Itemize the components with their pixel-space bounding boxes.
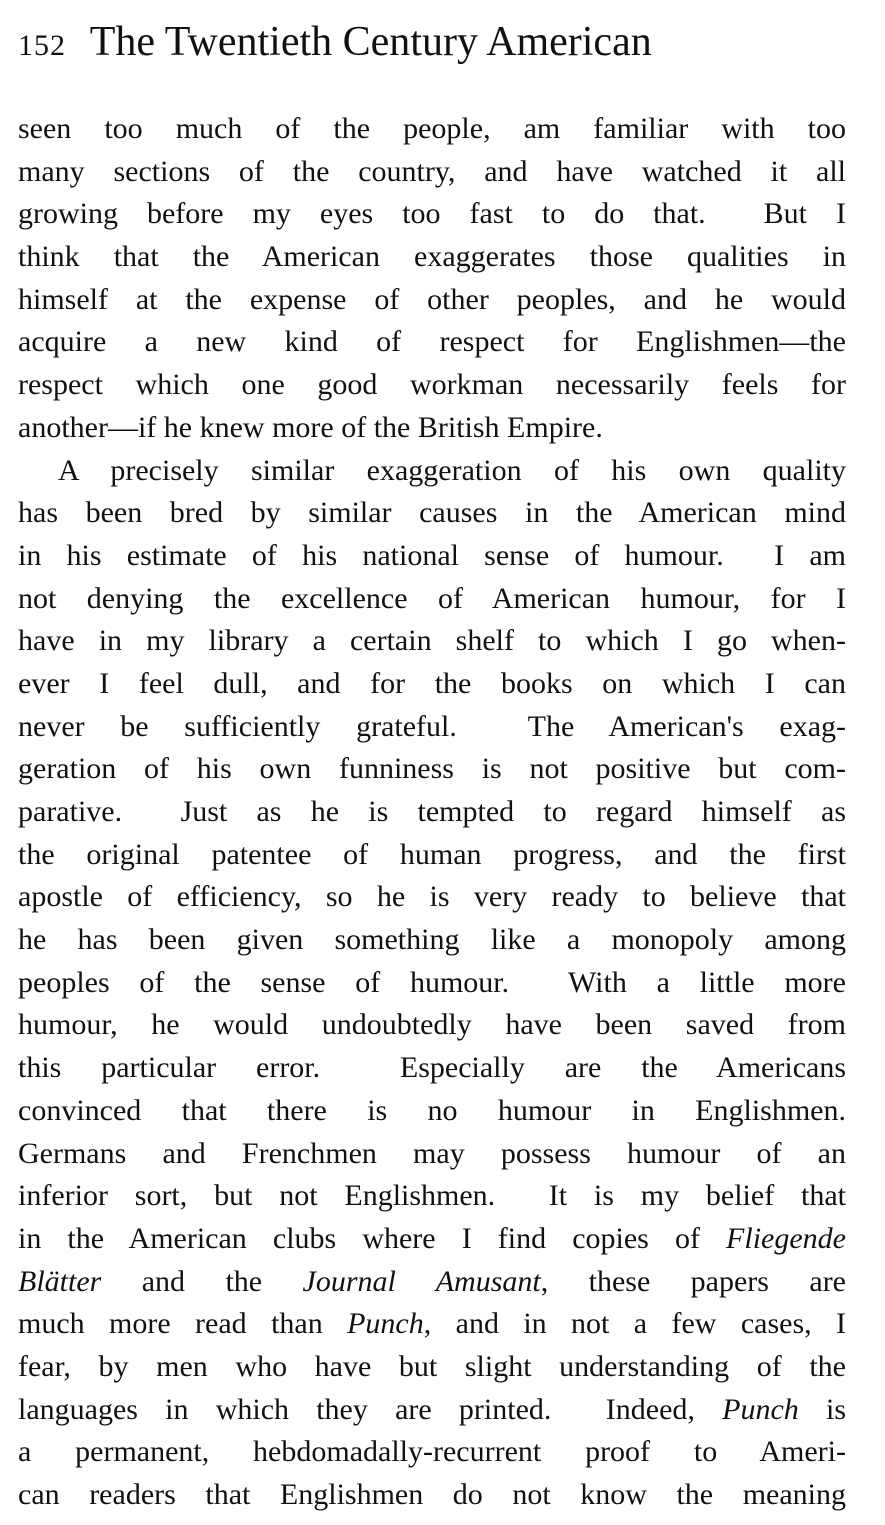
text-line [18, 492, 846, 535]
page-number: 152 [18, 29, 66, 62]
text-line [18, 279, 846, 322]
text-segment: Germans and Frenchmen may possess humour of an [18, 1136, 846, 1170]
text-segment: growing before my eyes too fast to do that. But I [18, 197, 846, 231]
text-segment: , these papers are [540, 1264, 846, 1298]
text-line [18, 1431, 846, 1474]
text-line [18, 193, 846, 236]
italic-title: Fliegende [726, 1221, 846, 1255]
text-line [18, 748, 846, 791]
text-segment: seen too much of the people, am familiar with too [18, 112, 846, 145]
text-segment: a permanent, hebdomadally-recurrent proof to Ameri- [18, 1435, 846, 1469]
text-segment: respect which one good workman necessarily feels for [18, 368, 846, 402]
text-line [18, 1218, 846, 1261]
text-segment: humour, he would undoubtedly have been saved from [18, 1008, 846, 1042]
text-segment: languages in which they are printed. Indeed, [18, 1392, 723, 1426]
running-head [18, 14, 858, 70]
text-segment: apostle of efficiency, so he is very ready to believe that [18, 880, 846, 914]
text-segment: is [798, 1392, 846, 1426]
text-line [18, 1175, 846, 1218]
text-segment: can readers that Englishmen do not know the meaning [18, 1478, 846, 1511]
text-segment: not denying the excellence of American humour, for I [18, 581, 846, 615]
text-line [18, 535, 846, 578]
text-segment: inferior sort, but not Englishmen. It is my belief that [18, 1179, 846, 1213]
body-text [18, 108, 846, 1517]
text-segment: convinced that there is no humour in Englishmen. [18, 1093, 846, 1127]
text-line [18, 876, 846, 919]
text-line [18, 108, 846, 151]
text-segment: acquire a new kind of respect for Englishmen—the [18, 325, 846, 359]
italic-title: Punch [722, 1392, 799, 1426]
text-segment: peoples of the sense of humour. With a little more [18, 965, 846, 999]
text-segment: in the American clubs where I find copies of [18, 1221, 727, 1255]
text-line [18, 962, 846, 1005]
text-segment: fear, by men who have but slight understanding of the [18, 1349, 846, 1383]
text-line [18, 1004, 846, 1047]
italic-title: Blätter [18, 1264, 102, 1298]
text-segment: parative. Just as he is tempted to regard himself as [18, 795, 846, 828]
text-line [18, 1346, 846, 1389]
text-line [18, 706, 846, 749]
text-line [18, 791, 846, 834]
text-line [18, 450, 846, 493]
text-segment: A precisely similar exaggeration of his own quality [58, 453, 846, 487]
running-title: The Twentieth Century American [89, 19, 652, 65]
text-line [18, 1090, 846, 1133]
text-segment: in his estimate of his national sense of humour. I am [18, 538, 846, 572]
text-line [18, 364, 846, 407]
text-line [18, 1303, 846, 1346]
text-segment: , and in not a few cases, I [423, 1307, 847, 1341]
text-line [18, 236, 846, 279]
italic-title: Journal Amusant [302, 1264, 541, 1298]
text-segment: another—if he knew more of the British Empire. [18, 410, 603, 444]
text-line [18, 1047, 846, 1090]
text-segment: the original patentee of human progress, and the first [18, 837, 846, 871]
text-line [18, 834, 846, 877]
italic-title: Punch [347, 1307, 424, 1341]
text-line [18, 919, 846, 962]
text-line [18, 1133, 846, 1176]
text-segment: this particular error. Especially are the Americans [18, 1051, 846, 1085]
text-segment: and the [101, 1264, 303, 1298]
text-segment: geration of his own funniness is not positive but com- [18, 752, 846, 786]
text-segment: he has been given something like a monopoly among [18, 923, 846, 957]
text-line [18, 1474, 846, 1517]
text-line [18, 578, 846, 621]
text-segment: never be sufficiently grateful. The American's exag- [18, 709, 846, 743]
text-segment: many sections of the country, and have watched it all [18, 154, 846, 188]
text-line [18, 407, 846, 450]
text-line [18, 1261, 846, 1304]
text-line [18, 663, 846, 706]
text-line [18, 1389, 846, 1432]
text-segment: ever I feel dull, and for the books on which I can [18, 666, 846, 700]
text-segment: himself at the expense of other peoples, and he would [18, 282, 846, 316]
text-line [18, 151, 846, 194]
text-line [18, 620, 846, 663]
text-segment: much more read than [18, 1307, 348, 1341]
text-segment: think that the American exaggerates those qualities in [18, 240, 846, 274]
text-segment: have in my library a certain shelf to which I go when- [18, 624, 846, 658]
text-segment: has been bred by similar causes in the American mind [18, 496, 846, 530]
text-line [18, 321, 846, 364]
